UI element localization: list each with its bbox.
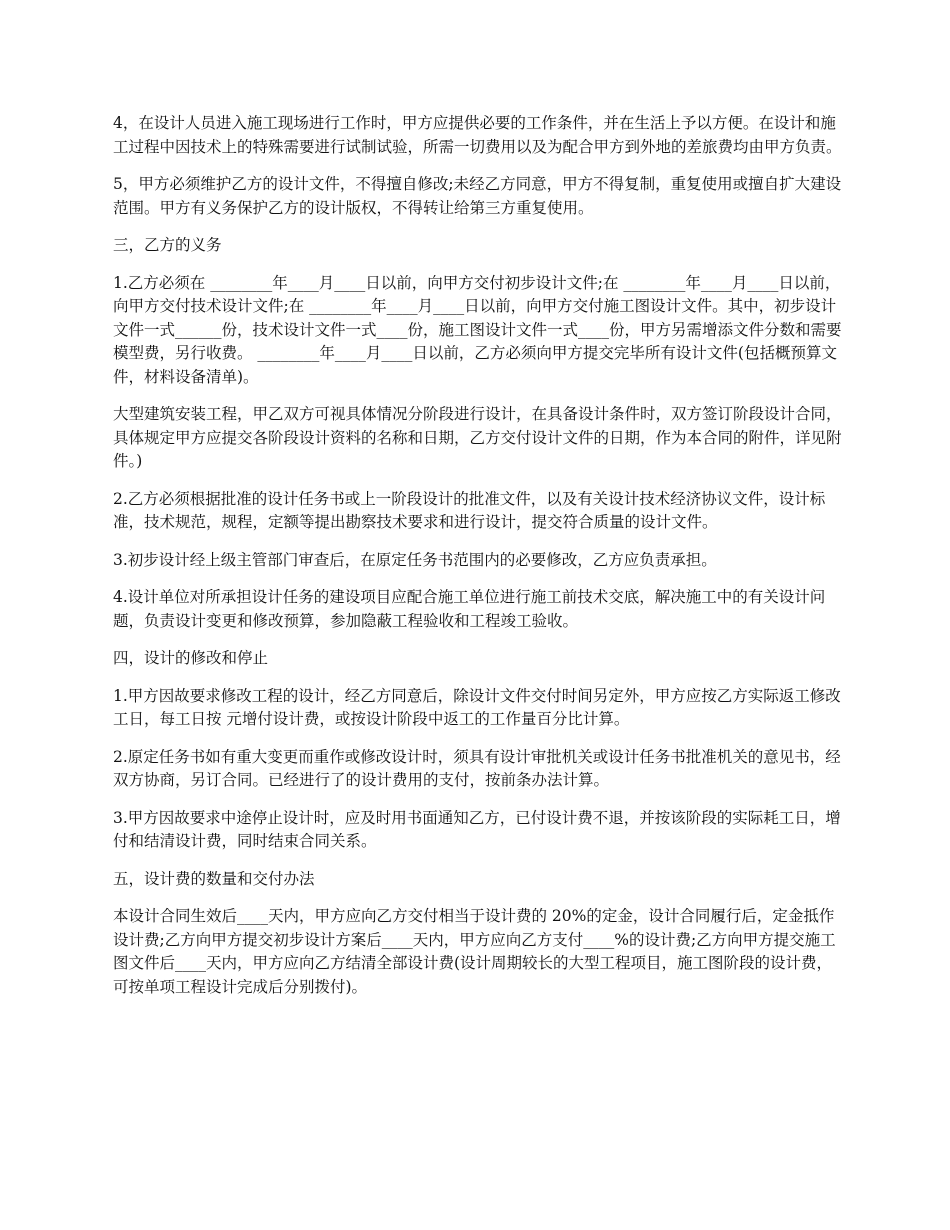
- paragraph-party-a-work-conditions: 4，在设计人员进入施工现场进行工作时，甲方应提供必要的工作条件，并在生活上予以方便。在设计和施工过程中因技术上的特殊需要进行试制试验，所需一切费用以及为配合甲方到外地的差旅费均由甲方负责。: [113, 114, 842, 156]
- paragraph-fee-payment: 本设计合同生效后____天内，甲方应向乙方交付相当于设计费的 20%的定金，设计合同履行后，定金抵作设计费;乙方向甲方提交初步设计方案后____天内，甲方应向乙方支付____%的设计费;乙方向甲方提交施工图文件后____天内，甲方应向乙方结清全部设计费(设计周期较长的大型工程项目，施工图阶段的设计费，可按单项工程设计完成后分别拨付)。: [113, 907, 836, 996]
- paragraph-delivery-schedule: 1.乙方必须在 ________年____月____日以前，向甲方交付初步设计文件;在 ________年____月____日以前，向甲方交付技术设计文件;在 ________年____月____日以前，向甲方交付施工图设计文件。其中，初步设计文件一式______份，技术设计文件一式____份，施工图设计文件一式____份，甲方另需增添文件分数和需要模型费，另行收费。 ________年____月____日以前，乙方必须向甲方提交完毕所有设计文件(包括概预算文件，材料设备清单)。: [113, 273, 842, 386]
- section-heading-fee-payment: 五，设计费的数量和交付办法: [113, 869, 315, 888]
- paragraph-stop-design: 3.甲方因故要求中途停止设计时，应及时用书面通知乙方，已付设计费不退，并按该阶段的实际耗工日，增付和结清设计费，同时结束合同关系。: [113, 808, 841, 850]
- paragraph-major-change: 2.原定任务书如有重大变更而重作或修改设计时，须具有设计审批机关或设计任务书批准机关的意见书，经双方协商，另订合同。已经进行了的设计费用的支付，按前条办法计算。: [113, 747, 841, 789]
- paragraph-party-a-protect-files: 5，甲方必须维护乙方的设计文件，不得擅自修改;未经乙方同意，甲方不得复制，重复使用或擅自扩大建设范围。甲方有义务保护乙方的设计版权，不得转让给第三方重复使用。: [113, 175, 842, 217]
- paragraph-phased-design: 大型建筑安装工程，甲乙双方可视具体情况分阶段进行设计，在具备设计条件时，双方签订阶段设计合同，具体规定甲方应提交各阶段设计资料的名称和日期，乙方交付设计文件的日期，作为本合同的附件，详见附件。): [113, 405, 842, 470]
- section-heading-modification-stop: 四，设计的修改和停止: [113, 649, 269, 667]
- paragraph-modification-fee: 1.甲方因故要求修改工程的设计，经乙方同意后，除设计文件交付时间另定外，甲方应按乙方实际返工修改工日，每工日按 元增付设计费，或按设计阶段中返工的工作量百分比计算。: [113, 686, 841, 728]
- paragraph-preliminary-review: 3.初步设计经上级主管部门审查后，在原定任务书范围内的必要修改，乙方应负责承担。: [113, 550, 717, 569]
- paragraph-design-basis: 2.乙方必须根据批准的设计任务书或上一阶段设计的批准文件，以及有关设计技术经济协议文件，设计标准，技术规范，规程，定额等提出勘察技术要求和进行设计，提交符合质量的设计文件。: [113, 489, 826, 531]
- paragraph-construction-support: 4.设计单位对所承担设计任务的建设项目应配合施工单位进行施工前技术交底，解决施工中的有关设计问题，负责设计变更和修改预算，参加隐蔽工程验收和工程竣工验收。: [113, 588, 826, 630]
- section-heading-party-b-obligations: 三，乙方的义务: [113, 236, 222, 254]
- document-page: [113, 112, 843, 1013]
